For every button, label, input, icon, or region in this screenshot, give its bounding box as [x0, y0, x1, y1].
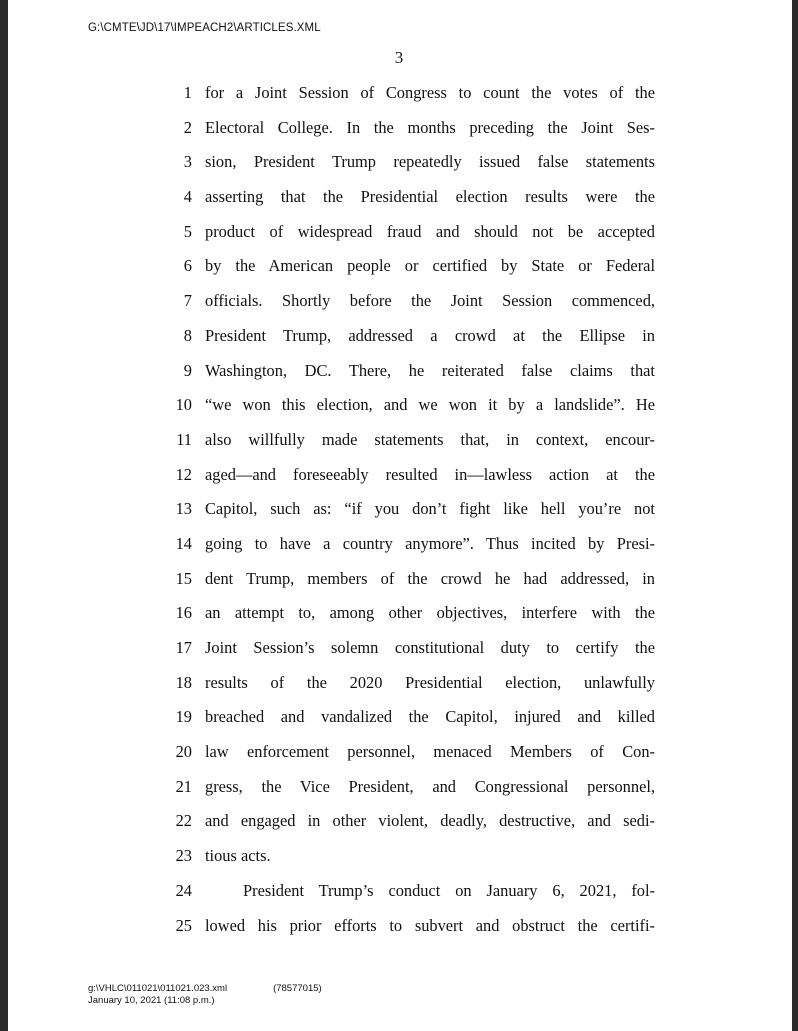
- line-number: 12: [175, 464, 192, 484]
- footer: [88, 983, 322, 1007]
- text-line: [0, 215, 798, 250]
- line-number: 8: [183, 325, 192, 345]
- line-number: 3: [183, 152, 192, 172]
- line-number: 15: [175, 568, 192, 588]
- line-number: 4: [183, 187, 192, 207]
- line-text: gress, the Vice President, and Congressional personnel,: [205, 776, 655, 796]
- text-line: [0, 735, 798, 770]
- line-text: tious acts.: [205, 846, 271, 866]
- line-number: 24: [175, 880, 192, 900]
- line-number: 16: [175, 603, 192, 623]
- text-line: [0, 909, 798, 944]
- line-number: 2: [183, 117, 192, 137]
- line-text: and engaged in other violent, deadly, destructive, and sedi-: [205, 811, 655, 831]
- text-line: [0, 804, 798, 839]
- header-file-path: G:\CMTE\JD\17\IMPEACH2\ARTICLES.XML: [88, 22, 321, 34]
- line-number: 13: [175, 499, 192, 519]
- line-text: law enforcement personnel, menaced Members of Con-: [205, 742, 655, 762]
- line-number: 11: [176, 429, 192, 449]
- line-number: 22: [175, 811, 192, 831]
- line-text: also willfully made statements that, in context, encour-: [205, 429, 655, 449]
- text-line: [0, 319, 798, 354]
- text-line: [0, 770, 798, 805]
- line-text: officials. Shortly before the Joint Session commenced,: [205, 291, 655, 311]
- line-text: for a Joint Session of Congress to count the votes of the: [205, 83, 655, 102]
- line-text: product of widespread fraud and should not be accepted: [205, 221, 655, 241]
- text-line: [0, 596, 798, 631]
- text-line: [0, 423, 798, 458]
- line-number: 14: [175, 533, 192, 553]
- line-text: Electoral College. In the months preceding the Joint Ses-: [205, 117, 655, 137]
- line-text: results of the 2020 Presidential election, unlawfully: [205, 672, 655, 692]
- text-line: [0, 700, 798, 735]
- page-number: 3: [394, 48, 404, 67]
- line-text: President Trump’s conduct on January 6, 2021, fol-: [243, 880, 655, 900]
- text-line: [0, 76, 798, 111]
- line-text: “we won this election, and we won it by a landslide”. He: [205, 395, 655, 415]
- text-line: [0, 839, 798, 874]
- text-line: [0, 458, 798, 493]
- line-text: Washington, DC. There, he reiterated false claims that: [205, 360, 655, 380]
- text-line: [0, 145, 798, 180]
- line-text: an attempt to, among other objectives, interfere with the: [205, 603, 655, 623]
- line-number: 18: [175, 672, 192, 692]
- footer-doc-id: (78577015): [273, 983, 322, 994]
- line-number: 6: [183, 256, 192, 276]
- line-number: 7: [183, 291, 192, 311]
- text-line: [0, 180, 798, 215]
- line-text: President Trump, addressed a crowd at the Ellipse in: [205, 325, 655, 345]
- line-number: 23: [175, 846, 192, 866]
- text-line: [0, 111, 798, 146]
- footer-path-row: [88, 983, 322, 995]
- text-line: [0, 527, 798, 562]
- text-line: [0, 492, 798, 527]
- line-text: breached and vandalized the Capitol, injured and killed: [205, 707, 655, 727]
- text-line: [0, 874, 798, 909]
- line-number: 10: [175, 395, 192, 415]
- line-number: 5: [183, 221, 192, 241]
- text-line: [0, 354, 798, 389]
- footer-date: January 10, 2021 (11:08 p.m.): [88, 995, 215, 1006]
- text-line: [0, 631, 798, 666]
- line-number: 19: [175, 707, 192, 727]
- line-text: Joint Session’s solemn constitutional duty to certify the: [205, 638, 655, 657]
- line-number: 20: [175, 742, 192, 762]
- text-line: [0, 666, 798, 701]
- line-text: dent Trump, members of the crowd he had addressed, in: [205, 568, 655, 588]
- line-number: 1: [183, 83, 192, 102]
- text-line: [0, 388, 798, 423]
- line-number: 21: [175, 776, 192, 796]
- line-number: 9: [183, 360, 192, 380]
- document-body: [0, 76, 798, 943]
- line-text: by the American people or certified by State or Federal: [205, 256, 655, 276]
- footer-path: g:\VHLC\011021\011021.023.xml: [88, 983, 228, 994]
- line-text: asserting that the Presidential election results were the: [205, 187, 655, 207]
- line-text: lowed his prior efforts to subvert and obstruct the certifi-: [205, 915, 655, 935]
- line-text: aged—and foreseeably resulted in—lawless action at the: [205, 464, 655, 484]
- line-text: going to have a country anymore”. Thus incited by Presi-: [205, 533, 655, 553]
- line-text: Capitol, such as: “if you don’t fight like hell you’re not: [205, 499, 655, 519]
- line-number: 25: [175, 915, 192, 935]
- text-line: [0, 249, 798, 284]
- line-number: 17: [175, 638, 192, 657]
- text-line: [0, 284, 798, 319]
- text-line: [0, 562, 798, 597]
- line-text: sion, President Trump repeatedly issued false statements: [205, 152, 655, 172]
